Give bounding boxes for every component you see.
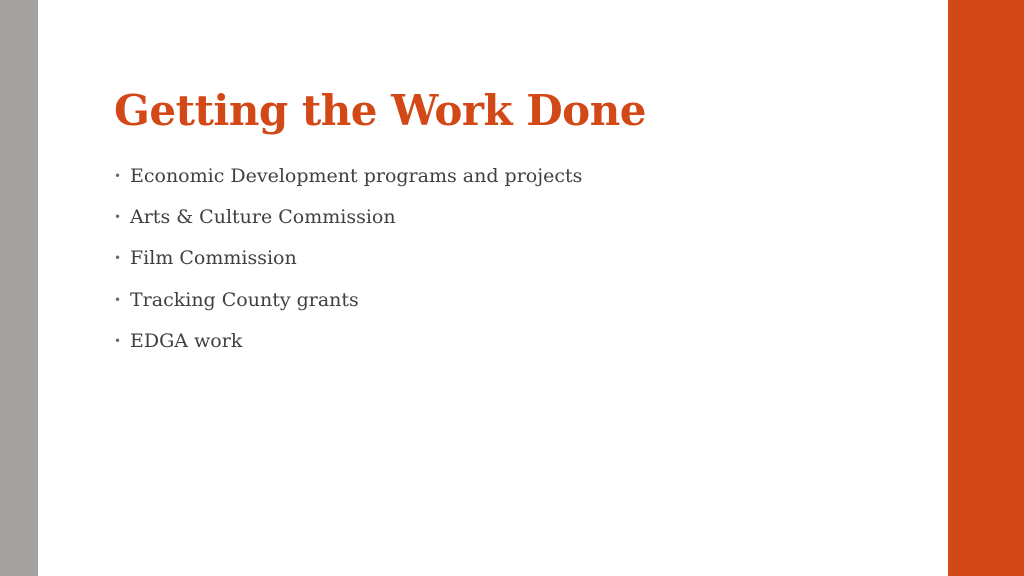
list-item: [114, 279, 582, 320]
bullet-icon: •: [114, 251, 122, 266]
bullet-list: [114, 155, 582, 361]
list-item: [114, 238, 582, 279]
bullet-text: EDGA work: [130, 329, 243, 352]
left-accent-bar: [0, 0, 38, 576]
bullet-icon: •: [114, 292, 122, 307]
list-item: [114, 196, 582, 237]
bullet-icon: •: [114, 333, 122, 348]
bullet-icon: •: [114, 209, 122, 224]
right-accent-bar: [948, 0, 1024, 576]
list-item: [114, 155, 582, 196]
bullet-icon: •: [114, 168, 122, 183]
bullet-text: Economic Development programs and projects: [130, 164, 583, 187]
slide-title: Getting the Work Done: [114, 86, 646, 135]
bullet-text: Tracking County grants: [130, 288, 359, 311]
bullet-text: Arts & Culture Commission: [130, 205, 396, 228]
bullet-text: Film Commission: [130, 247, 297, 270]
list-item: [114, 320, 582, 361]
